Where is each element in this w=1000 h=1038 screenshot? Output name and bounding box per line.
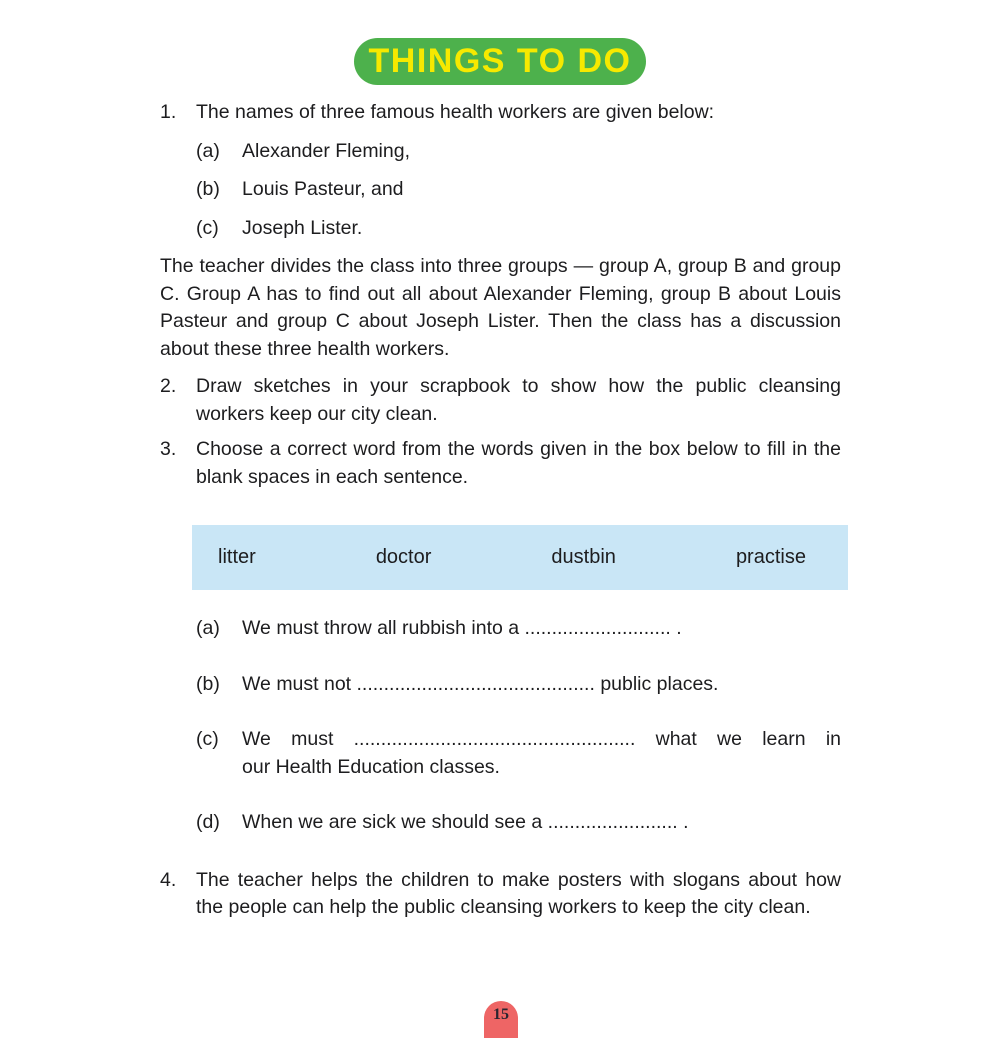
sub-item-label: (a): [196, 617, 220, 639]
fill-blank-b: [196, 671, 841, 699]
health-worker-a: [196, 138, 841, 166]
fill-blank-text: When we are sick we should see a ........................ .: [242, 811, 689, 833]
sub-item-text: Alexander Fleming,: [242, 139, 410, 162]
sub-item-label: (b): [196, 672, 220, 695]
fill-blank-d: [196, 809, 841, 837]
health-worker-b: [196, 176, 841, 204]
item-text: Choose a correct word from the words given in the box below to fill in the blank spaces in each sentence.: [196, 438, 841, 488]
sub-item-text: Joseph Lister.: [242, 216, 363, 239]
item-number: 4.: [160, 868, 177, 891]
health-worker-c: [196, 215, 841, 243]
fill-blank-c: [196, 726, 841, 781]
teacher-paragraph: The teacher divides the class into three groups — group A, group B and group C. Group A has to find out all about Alexander Fleming, group B about Louis Pasteur and group C about Joseph Lister. Then the class has a discussion about these three health workers.: [160, 255, 841, 360]
sub-item-label: (a): [196, 139, 220, 162]
item-number: 3.: [160, 438, 177, 460]
section-title: THINGS TO DO: [368, 42, 632, 80]
item-text: The teacher helps the children to make posters with slogans about how the people can help the public cleansing workers to keep the city clean.: [196, 868, 841, 918]
page-content: [160, 99, 841, 922]
word-box-word: litter: [218, 545, 256, 568]
fill-blank-text: [242, 726, 841, 781]
word-box-word: practise: [735, 545, 806, 568]
fill-blank-line-2: our Health Education classes.: [242, 755, 500, 778]
sub-item-label: (c): [196, 728, 219, 750]
sub-item-text: Louis Pasteur, and: [242, 178, 404, 200]
item-text: The names of three famous health workers are given below:: [196, 101, 715, 123]
fill-blank-a: [196, 615, 841, 643]
word-box: [192, 525, 848, 590]
worksheet-page: [0, 38, 1000, 1023]
list-item-4: [160, 867, 841, 922]
word-box-word: dustbin: [551, 545, 616, 568]
fill-blank-text: We must not ............................................ public places.: [242, 672, 719, 695]
item-text: Draw sketches in your scrapbook to show how the public cleansing workers keep our city clean.: [196, 375, 841, 425]
fill-blank-line-1: We must .................................................... what we learn in: [242, 728, 841, 750]
section-title-pill: [354, 38, 646, 85]
sub-item-label: (c): [196, 216, 219, 239]
item-number: 1.: [160, 101, 177, 123]
sub-item-label: (d): [196, 811, 220, 833]
page-number-badge: [484, 1001, 518, 1038]
item-number: 2.: [160, 375, 177, 397]
word-box-word: doctor: [375, 545, 432, 568]
list-item-3: [160, 436, 841, 491]
page-number: 15: [493, 1006, 509, 1023]
list-item-2: [160, 373, 841, 428]
fill-blank-text: We must throw all rubbish into a ........................... .: [242, 617, 682, 639]
sub-item-label: (b): [196, 178, 220, 200]
list-item-1: [160, 99, 841, 127]
